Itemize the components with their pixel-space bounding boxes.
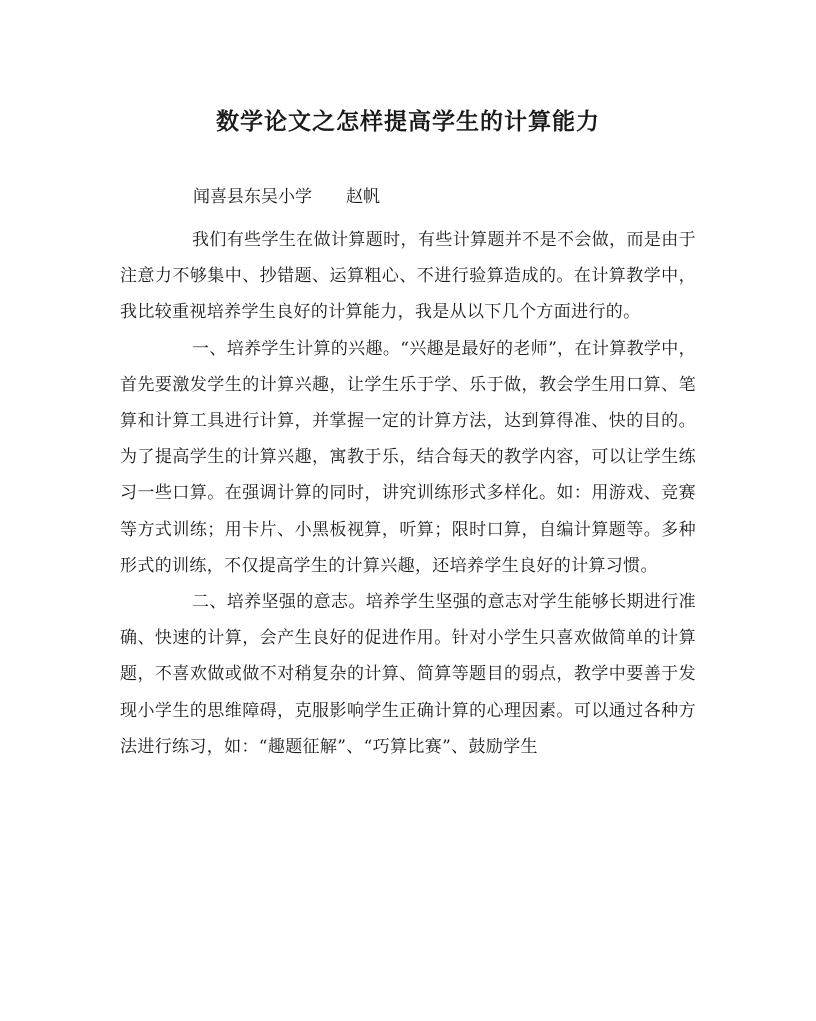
body-text [120,222,696,765]
author-name: 赵帆 [346,187,380,207]
paragraph-intro: 我们有些学生在做计算题时，有些计算题并不是不会做，而是由于注意力不够集中、抄错题、运算粗心、不进行验算造成的。在计算教学中，我比较重视培养学生良好的计算能力，我是从以下几个方面进行的。 [120,230,696,323]
school-name: 闻喜县东吴小学 [193,187,312,207]
paragraph-section-2: 二、培养坚强的意志。培养学生坚强的意志对学生能够长期进行准确、快速的计算，会产生良好的促进作用。针对小学生只喜欢做简单的计算题，不喜欢做或做不对稍复杂的计算、简算等题目的弱点，教学中要善于发现小学生的思维障碍，克服影响学生正确计算的心理因素。可以通过各种方法进行练习，如：“趣题征解”、“巧算比赛”、鼓励学生 [120,592,696,757]
byline [193,180,380,214]
paragraph-section-1: 一、培养学生计算的兴趣。“兴趣是最好的老师”，在计算教学中，首先要激发学生的计算兴趣，让学生乐于学、乐于做，教会学生用口算、笔算和计算工具进行计算，并掌握一定的计算方法，达到算得准、快的目的。为了提高学生的计算兴趣，寓教于乐，结合每天的教学内容，可以让学生练习一些口算。在强调计算的同时，讲究训练形式多样化。如：用游戏、竞赛等方式训练；用卡片、小黑板视算，听算；限时口算，自编计算题等。多种形式的训练，不仅提高学生的计算兴趣，还培养学生良好的计算习惯。 [120,338,696,576]
document-title: 数学论文之怎样提高学生的计算能力 [216,109,600,135]
